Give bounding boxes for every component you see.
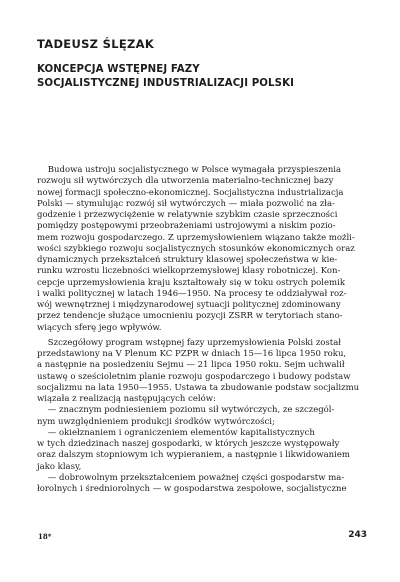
paragraph xyxy=(37,405,367,428)
paragraph xyxy=(37,428,367,473)
page-number: 243 xyxy=(348,530,367,540)
text-line: oraz dalszym stopniowym ich wypieraniem, a następnie i likwidowaniem xyxy=(37,450,350,461)
text-line: runku wzrostu liczebności wielkoprzemysłowej klasy robotniczej. Kon- xyxy=(37,266,341,277)
article-body xyxy=(37,165,367,495)
text-line: socjalizmu na lata 1950—1955. Ustawa ta zbudowanie podstaw socjalizmu xyxy=(37,382,360,393)
text-line: wój wewnętrznej i międzynarodowej sytuacji politycznej zdominowany xyxy=(37,300,341,310)
text-line: wiązała z realizacją następujących celów: xyxy=(37,394,216,404)
text-line: przez tendencje służące umocnieniu pozycji ZSRR w terytoriach stano- xyxy=(37,311,343,322)
title-line: SOCJALISTYCZNEJ INDUSTRIALIZACJI POLSKI xyxy=(37,78,294,89)
text-line: — dobrowolnym przekształceniem poważnej części gospodarstw ma- xyxy=(37,472,345,483)
text-line: rozwoju sił wytwórczych dla utworzenia materialno-technicznej bazy xyxy=(37,176,334,187)
text-line: jako klasy, xyxy=(37,461,82,472)
text-line: ustawę o sześcioletnim planie rozwoju gospodarczego i budowy podstaw xyxy=(37,371,351,382)
article-title xyxy=(37,63,294,91)
text-line: godzenie i przezwyciężenie w relatywnie szybkim czasie sprzeczności xyxy=(37,210,338,220)
text-line: Polski — stymulując rozwój sił wytwórczych — miała pozwolić na zła- xyxy=(37,198,335,209)
text-line: — znacznym podniesieniem poziomu sił wytwórczych, ze szczegól- xyxy=(37,405,335,416)
text-line: w tych dziedzinach naszej gospodarki, w których jeszcze występowały xyxy=(37,439,340,449)
text-line: wości szybkiego rozwoju socjalistycznych stosunków ekonomicznych oraz xyxy=(37,243,355,254)
text-line: mem rozwoju gospodarczego. Z uprzemysłowieniem wiązano także możli- xyxy=(37,232,355,243)
text-line: pomiędzy postępowymi przeobrażeniami ustrojowymi a niskim pozio- xyxy=(37,221,336,232)
text-line: nowej formacji społeczno-ekonomicznej. Socjalistyczna industrializacja xyxy=(37,187,344,198)
text-line: i walki politycznej w latach 1946—1950. Na procesy te oddziaływał roz- xyxy=(37,288,347,299)
text-line: nym uwzględnieniem produkcji środków wytwórczości; xyxy=(37,416,275,427)
printer-signature-mark: 18* xyxy=(38,532,52,541)
paragraph xyxy=(37,165,367,334)
text-line: dynamicznych przekształceń struktury klasowej społeczeństwa w kie- xyxy=(37,255,338,265)
title-line: KONCEPCJA WSTĘPNEJ FAZY xyxy=(37,64,200,75)
text-line: wiących sferę jego wpływów. xyxy=(37,322,162,333)
text-line: łorolnych i średniorolnych — w gospodarstwa zespołowe, socjalistyczne xyxy=(37,484,347,494)
text-line: Szczegółowy program wstępnej fazy uprzemysłowienia Polski został xyxy=(37,337,342,348)
text-line: cepcje uprzemysłowienia kraju kształtowały się w toku ostrych polemik xyxy=(37,277,345,288)
text-line: przedstawiony na V Plenum KC PZPR w dniach 15—16 lipca 1950 roku, xyxy=(37,349,347,359)
text-line: a następnie na posiedzeniu Sejmu — 21 lipca 1950 roku. Sejm uchwalił xyxy=(37,360,345,371)
paragraph xyxy=(37,473,367,496)
text-line: Budowa ustroju socjalistycznego w Polsce wymagała przyspieszenia xyxy=(37,165,342,175)
paragraph xyxy=(37,338,367,406)
text-line: — okiełznaniem i ograniczeniem elementów kapitalistycznych xyxy=(37,427,315,438)
author-name: TADEUSZ ŚLĘZAK xyxy=(37,37,155,51)
